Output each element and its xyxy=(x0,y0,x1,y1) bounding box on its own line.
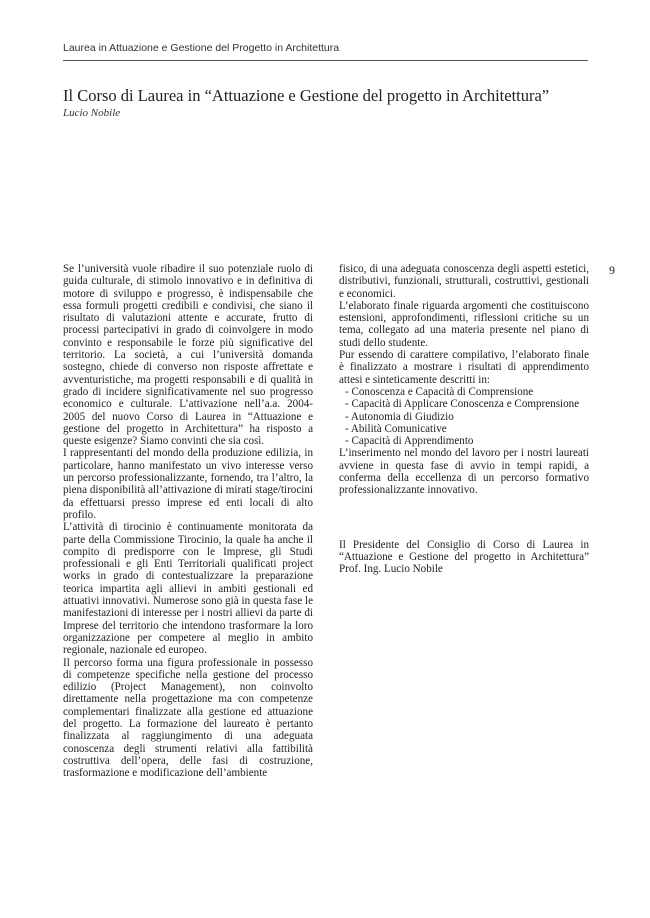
list-item: - Capacità di Apprendimento xyxy=(339,435,589,447)
list-item: - Autonomia di Giudizio xyxy=(339,411,589,423)
signature: Il Presidente del Consiglio di Corso di Laurea in “Attuazione e Gestione del progetto in Architettura” Prof. Ing. Lucio Nobile xyxy=(339,538,589,576)
body-paragraph: Il percorso forma una figura professionale in possesso di competenze specifiche nella gestione del processo edilizio (Project Management), non coinvolto direttamente nella progettazione ma con competenze complementari finalizzate alla gestione ed attuazione del progetto. La formazione del laureato è pertanto finalizzata al raggiungimento di una adeguata conoscenza degli strumenti relativi alla fattibilità costruttiva dell’opera, delle fasi di costruzione, trasformazione e modificazione dell’ambiente xyxy=(63,656,313,780)
list-item: - Abilità Comunicative xyxy=(339,423,589,435)
body-paragraph: L’attività di tirocinio è continuamente monitorata da parte della Commissione Tirocinio, la quale ha anche il compito di predisporre con le Imprese, gli Studi professionali e gli Enti Territoriali qualificati project works in grado di contestualizzare la preparazione teorica impartita agli allievi in ambiti gestionali ed attuativi innovativi. Numerose sono già in questa fase le manifestazioni di interesse per i nostri allievi da parte di Imprese del territorio che intendono trasformare la loro organizzazione per competere al meglio in ambito regionale, nazionale ed europeo. xyxy=(63,521,313,657)
left-column xyxy=(63,263,313,779)
right-column xyxy=(339,263,589,576)
running-header: Laurea in Attuazione e Gestione del Progetto in Architettura xyxy=(63,42,588,61)
body-paragraph: L’elaborato finale riguarda argomenti che costituiscono estensioni, approfondimenti, riflessioni critiche su un tema, collegato ad una materia presente nel piano di studi dello studente. xyxy=(339,299,589,349)
learning-outcomes-list xyxy=(339,386,589,447)
body-paragraph: Pur essendo di carattere compilativo, l’elaborato finale è finalizzato a mostrare i risultati di apprendimento attesi e sinteticamente descritti in: xyxy=(339,349,589,386)
list-item: - Conoscenza e Capacità di Comprensione xyxy=(339,386,589,398)
body-paragraph: L’inserimento nel mondo del lavoro per i nostri laureati avviene in questa fase di avvio in tempi rapidi, a conferma della eccellenza di un percorso formativo professionalizzante innovativo. xyxy=(339,447,589,497)
spacer xyxy=(339,497,589,539)
author-name: Lucio Nobile xyxy=(63,107,121,119)
body-paragraph: I rappresentanti del mondo della produzione edilizia, in particolare, hanno manifestato un vivo interesse verso un percorso professionalizzante, fornendo, tra l’altro, la piena disponibilità all’attivazione di mirati stage/tirocini da effettuarsi presso imprese ed enti locali di alto profilo. xyxy=(63,447,313,521)
article-title: Il Corso di Laurea in “Attuazione e Gestione del progetto in Architettura” xyxy=(63,86,550,105)
list-item: - Capacità di Applicare Conoscenza e Comprensione xyxy=(339,398,589,410)
body-paragraph: fisico, di una adeguata conoscenza degli aspetti estetici, distributivi, funzionali, strutturali, costruttivi, gestionali e economici. xyxy=(339,263,589,300)
page-number: 9 xyxy=(609,263,615,277)
body-paragraph: Se l’università vuole ribadire il suo potenziale ruolo di guida culturale, di stimolo innovativo e in definitiva di motore di sviluppo e progresso, è indispensabile che essa formuli progetti credibili e condivisi, che siano il risultato di valutazioni attente e accurate, frutto di processi partecipativi in grado di coinvolgere in modo convinto e responsabile le forze più significative del territorio. La società, a cui l’università domanda sostegno, chiede di converso non risposte affrettate e avventuristiche, ma progetti responsabili e di qualità in grado di incidere significativamente nel suo progresso economico e culturale. L’attivazione nell’a.a. 2004-2005 del nuovo Corso di Laurea in “Attuazione e gestione del progetto in Architettura” ha risposto a queste esigenze? Siamo convinti che sia così. xyxy=(63,263,313,448)
